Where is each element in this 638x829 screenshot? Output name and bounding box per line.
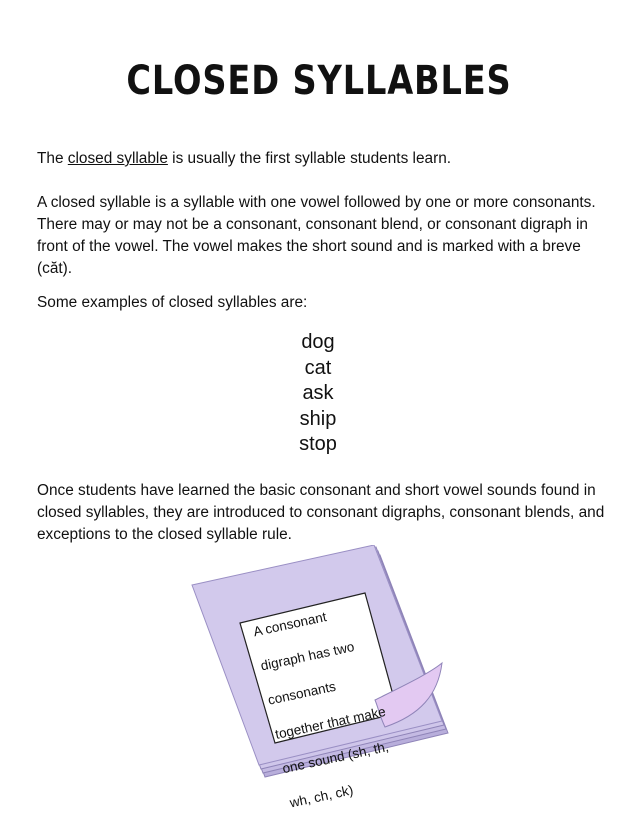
note-line: A consonant (251, 608, 328, 639)
note-line: wh, ch, ck) (288, 781, 355, 810)
example-word: ship (299, 407, 337, 430)
note-line: together that make (273, 703, 387, 742)
examples-intro: Some examples of closed syllables are: (37, 294, 308, 311)
closing-paragraph: Once students have learned the basic consonant and short vowel sounds found in closed syllables, they are introduced to consonant digraphs, consonant blends, and exceptions to the closed syllable rule. (37, 482, 605, 543)
intro-paragraph (37, 148, 607, 170)
example-word: cat (304, 356, 332, 379)
intro-suffix: is usually the first syllable students learn. (167, 150, 452, 167)
closed-syllable-term: closed syllable (67, 150, 168, 167)
note-line: digraph has two (259, 638, 356, 674)
example-word: dog (301, 331, 335, 353)
definition-paragraph: A closed syllable is a syllable with one vowel followed by one or more consonants. There may or may not be a consonant, consonant blend, or consonant digraph in front of the vowel. The vowel makes the short sound and is marked with a breve (căt). (37, 194, 596, 277)
example-word: ask (302, 382, 334, 404)
note-line: consonants (266, 678, 338, 708)
intro-prefix: The (37, 150, 68, 167)
examples-list (268, 330, 368, 458)
page-title: CLOSED SYLLABLES (126, 58, 512, 104)
note-line: one sound (sh, th, (280, 738, 390, 776)
example-word: stop (299, 433, 337, 455)
